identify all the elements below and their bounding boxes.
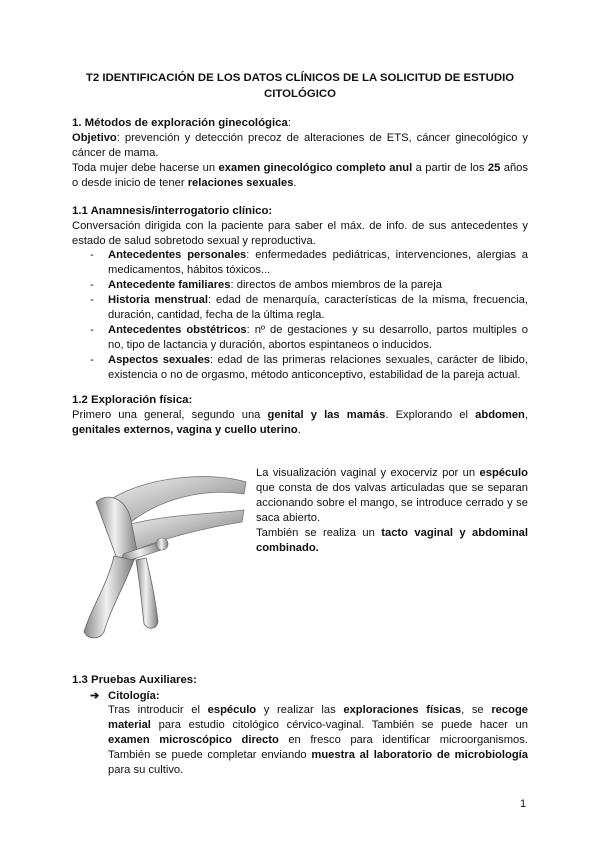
citologia-paragraph: Tras introducir el espéculo y realizar las exploraciones físicas, se recoge material para estudio citológico cérvico-vaginal. También se puede hacer un examen microscópico directo en fresco para identificar microorganismos. También se puede completar enviando muestra al laboratorio de microbiología para su cultivo. — [108, 704, 528, 776]
section-1-1-intro: Conversación dirigida con la paciente para saber el máx. de info. de sus antecedentes y estado de salud sobretodo sexual y reproductiva. — [72, 220, 528, 247]
list-item: - Aspectos sexuales: edad de las primeras relaciones sexuales, carácter de libido, existencia o no de orgasmo, método anticonceptivo, estabilidad de la pareja actual. — [90, 354, 528, 381]
section-1-1-heading: 1.1 Anamnesis/interrogatorio clínico: — [72, 205, 273, 217]
arrow-right-icon: ➔ — [90, 690, 100, 702]
anamnesis-list — [90, 248, 528, 383]
section-1-3-heading: 1.3 Pruebas Auxiliares: — [72, 674, 197, 686]
list-item: - Antecedente familiares: directos de ambos miembros de la pareja — [90, 279, 442, 291]
page-number: 1 — [520, 798, 527, 810]
section-1-paragraph: Toda mujer debe hacerse un examen ginecológico completo anul a partir de los 25 años o desde inicio de tener relaciones sexuales. — [72, 162, 528, 189]
section-1-heading: 1. Métodos de exploración ginecológica: — [72, 117, 292, 129]
list-item: - Historia menstrual: edad de menarquía, características de la misma, frecuencia, duración, cantidad, fecha de la última regla. — [90, 294, 528, 321]
section-1-objective: Objetivo: prevención y detección precoz de alteraciones de ETS, cáncer ginecológico y cáncer de mama. — [72, 132, 528, 159]
speculum-description: La visualización vaginal y exocerviz por un espéculo que consta de dos valvas articuladas que se separan accionando sobre el mango, se introduce cerrado y se saca abierto. También se realiza un tacto vaginal y abdominal combinado. — [256, 467, 528, 554]
citologia-subheading: ➔ Citología: — [90, 690, 160, 702]
section-1-2-heading: 1.2 Exploración física: — [72, 394, 193, 406]
speculum-image — [64, 464, 250, 644]
list-item: - Antecedentes personales: enfermedades pediátricas, intervenciones, alergias a medicamentos, hábitos tóxicos... — [90, 249, 529, 276]
list-item: - Antecedentes obstétricos: nº de gestaciones y su desarrollo, partos multiples o no, tipo de lactancia y duración, abortos espintaneos o inducidos. — [90, 324, 528, 351]
section-1-2-paragraph: Primero una general, segundo una genital y las mamás. Explorando el abdomen, genitales externos, vagina y cuello uterino. — [72, 409, 528, 436]
document-title: T2 IDENTIFICACIÓN DE LOS DATOS CLÍNICOS DE LA SOLICITUD DE ESTUDIO CITOLÓGICO — [85, 72, 515, 100]
